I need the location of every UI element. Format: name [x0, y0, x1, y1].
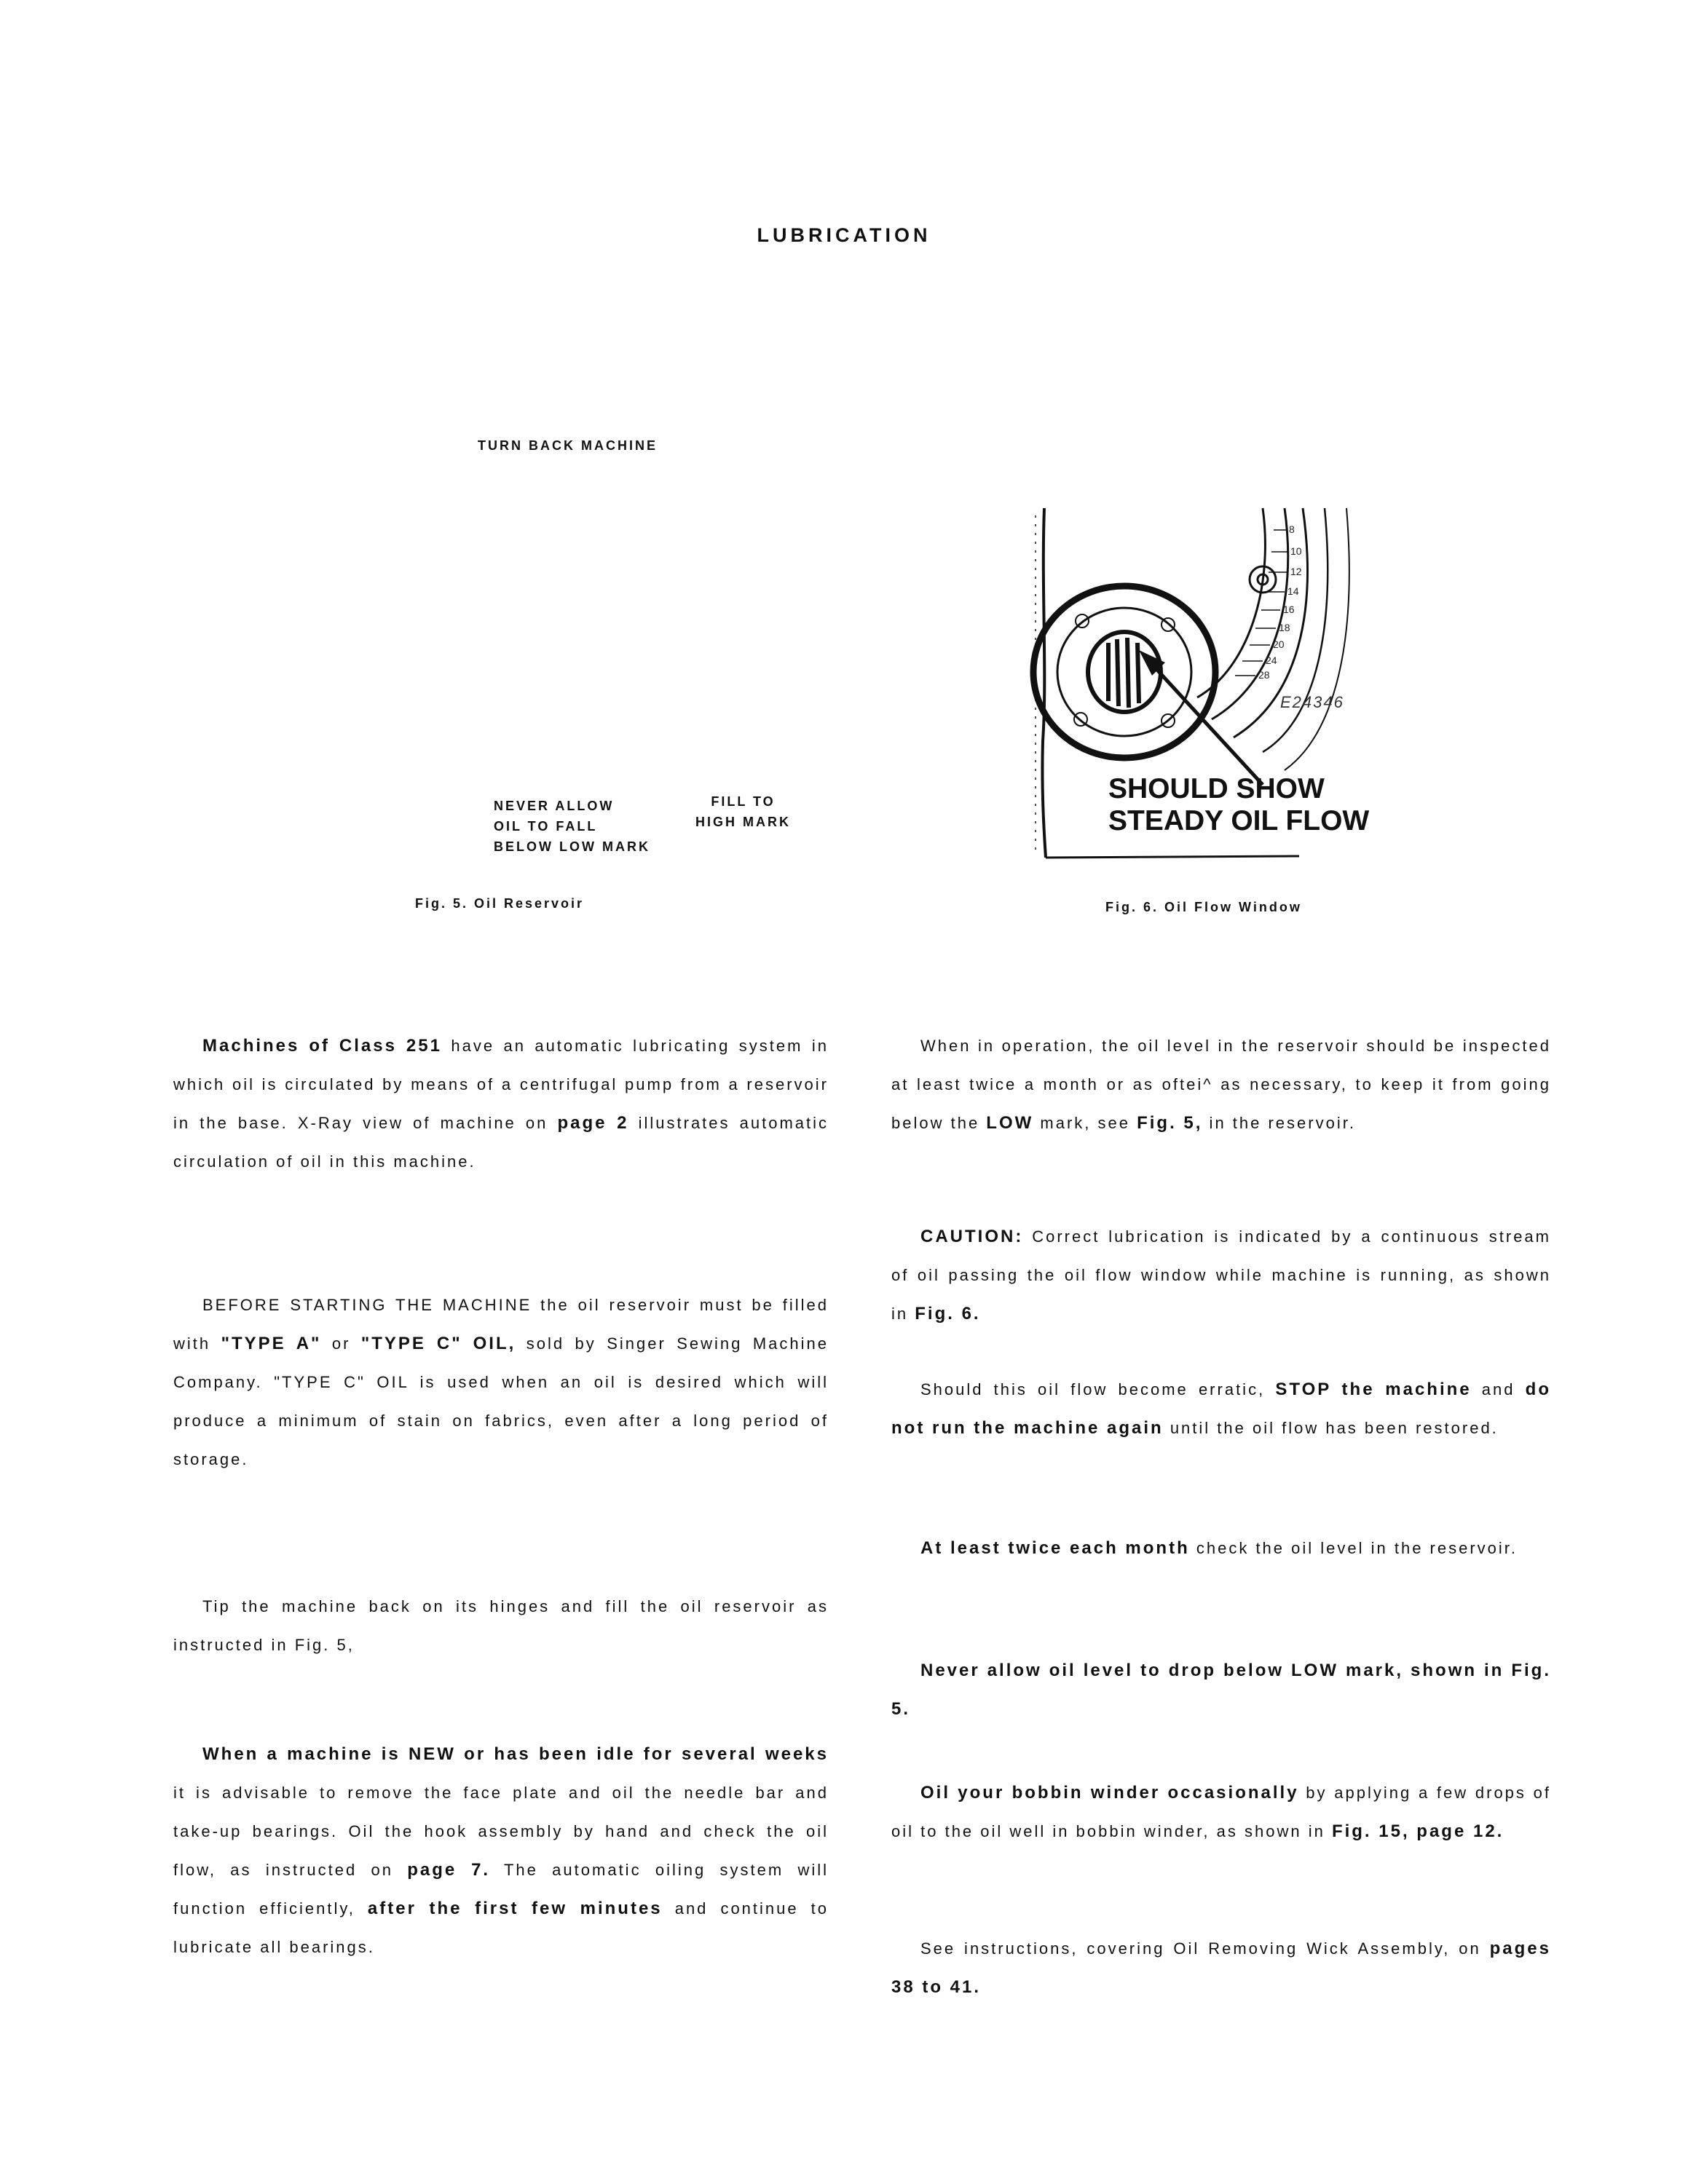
right-column-3 [891, 1370, 1551, 1447]
right-column [891, 1026, 1551, 1142]
paragraph: Oil your bobbin winder occasionally by applying a few drops of oil to the oil well in bobbin winder, as shown in Fig. 15, page 12. [891, 1783, 1551, 1841]
scale-label: 24 [1266, 654, 1277, 666]
fig6-caption: Fig. 6. Oil Flow Window [1105, 900, 1302, 914]
page-title: LUBRICATION [757, 224, 931, 246]
fig5-label-never-allow [494, 796, 650, 857]
paragraph: At least twice each month check the oil level in the reservoir. [920, 1538, 1518, 1558]
right-column-5 [891, 1651, 1551, 1728]
paragraph: Machines of Class 251 have an automatic lubricating system in which oil is circulated by means of a centrifugal pump from a reservoir in the base. X-Ray view of machine on page 2 illustrates automatic circulation of oil in this machine. [173, 1036, 829, 1171]
paragraph: See instructions, covering Oil Removing Wick Assembly, on pages 38 to 41. [891, 1939, 1551, 1997]
callout-line-2: STEADY OIL FLOW [1108, 805, 1370, 836]
left-column-2 [173, 1286, 829, 1479]
scale-label: 18 [1279, 622, 1290, 633]
paragraph: When a machine is NEW or has been idle for several weeks it is advisable to remove the face plate and oil the needle bar and take-up bearings. Oil the hook assembly by hand and check the oil flow, as instructed on page 7. The automatic oiling system will function efficiently, after the first few minutes and continue to lubricate all bearings. [173, 1744, 829, 1956]
scale-label: 20 [1273, 638, 1285, 650]
callout-line-1: SHOULD SHOW [1108, 773, 1325, 804]
fig6-part-number: E24346 [1280, 693, 1344, 711]
right-column-2 [891, 1217, 1551, 1333]
fig5-label-fill-to [695, 791, 791, 832]
label-line: HIGH MARK [695, 815, 791, 829]
fig5-caption: Fig. 5. Oil Reservoir [415, 896, 585, 911]
paragraph: Never allow oil level to drop below LOW mark, shown in Fig. 5. [891, 1661, 1551, 1719]
fig6-callout [1108, 773, 1369, 837]
scale-label: 14 [1287, 585, 1299, 597]
right-column-7 [891, 1929, 1551, 2006]
paragraph: BEFORE STARTING THE MACHINE the oil reservoir must be filled with "TYPE A" or "TYPE C" OIL, sold by Singer Sewing Machine Company. "TYPE C" OIL is used when an oil is desired which will produce a minimum of stain on fabrics, even after a long period of storage. [173, 1296, 829, 1468]
left-column-3 [173, 1587, 829, 1664]
paragraph: Should this oil flow become erratic, STOP the machine and do not run the machine again until the oil flow has been restored. [891, 1380, 1551, 1438]
right-column-4 [891, 1529, 1551, 1567]
label-line: OIL TO FALL [494, 819, 598, 834]
left-column-4 [173, 1735, 829, 1966]
label-line: BELOW LOW MARK [494, 839, 650, 854]
right-column-6 [891, 1773, 1551, 1851]
scale-label: 8 [1289, 523, 1295, 535]
label-line: NEVER ALLOW [494, 799, 615, 813]
paragraph: Tip the machine back on its hinges and fill the oil reservoir as instructed in Fig. 5, [173, 1597, 829, 1654]
scale-label: 12 [1290, 566, 1302, 577]
paragraph: When in operation, the oil level in the reservoir should be inspected at least twice a month or as oftei^ as necessary, to keep it from going below the LOW mark, see Fig. 5, in the reservoir. [891, 1037, 1551, 1133]
scale-label: 16 [1283, 604, 1295, 615]
fig5-label-turn-back: TURN BACK MACHINE [478, 438, 658, 453]
left-column [173, 1026, 829, 1181]
scale-label: 10 [1290, 545, 1302, 557]
paragraph: CAUTION: Correct lubrication is indicated by a continuous stream of oil passing the oil flow window while machine is running, as shown in Fig. 6. [891, 1227, 1551, 1324]
label-line: FILL TO [711, 794, 776, 809]
scale-label: 28 [1258, 669, 1270, 681]
